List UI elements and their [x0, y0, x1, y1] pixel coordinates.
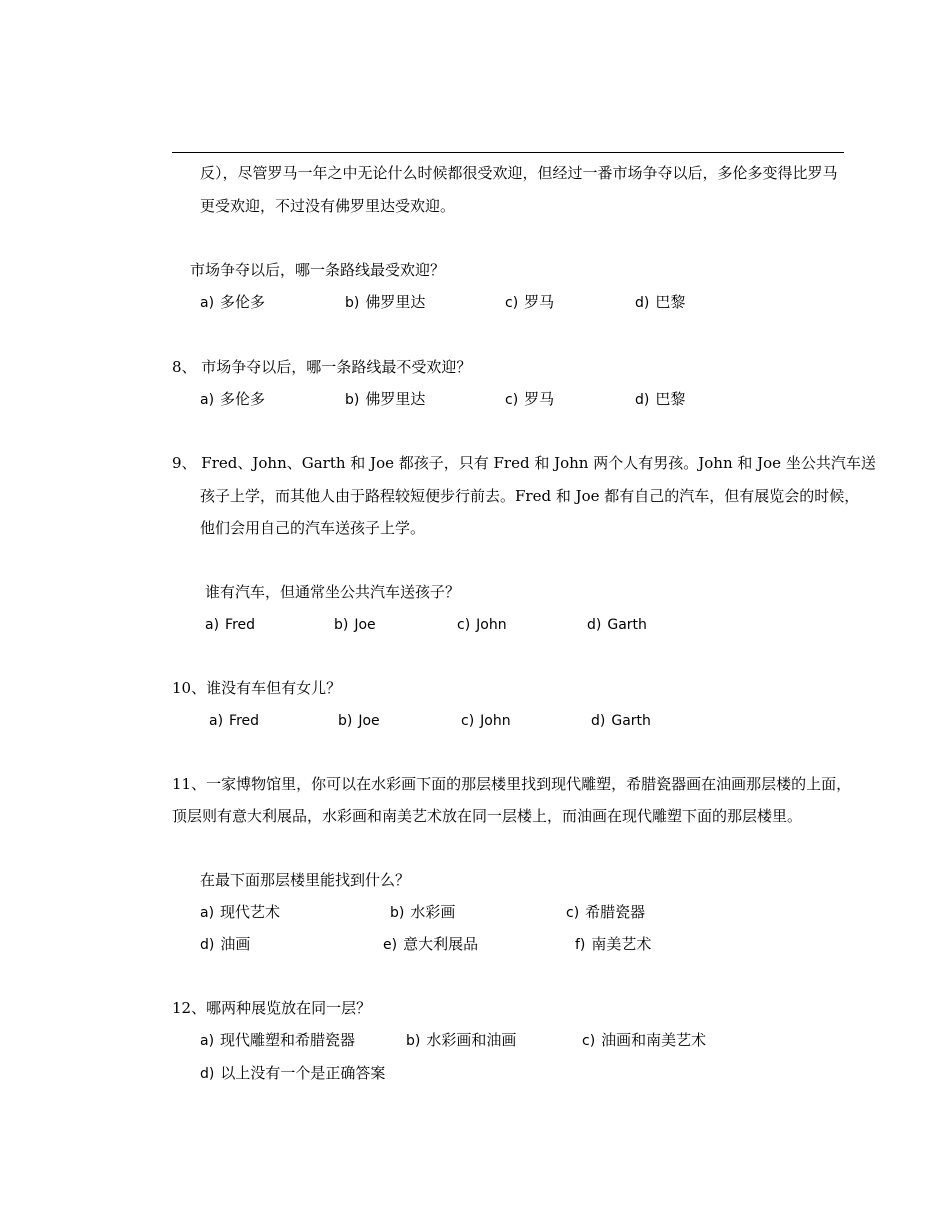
q11-passage-line-2: 顶层则有意大利展品，水彩画和南美艺术放在同一层楼上，而油画在现代雕塑下面的那层楼里。	[172, 807, 803, 825]
option-text: 希腊瓷器	[585, 903, 646, 921]
option-label: a)	[200, 295, 215, 311]
option-text: 佛罗里达	[365, 293, 426, 311]
q8-question: 8、 市场争夺以后，哪一条路线最不受欢迎？	[172, 358, 472, 376]
q10-option-d[interactable]	[591, 710, 651, 731]
option-text: 水彩画	[410, 903, 456, 921]
option-label: c)	[457, 617, 471, 633]
q9-option-d[interactable]	[587, 614, 647, 635]
q7-passage-line-2: 更受欢迎，不过没有佛罗里达受欢迎。	[200, 197, 456, 215]
option-text: 以上没有一个是正确答案	[220, 1064, 386, 1082]
q9-question: 谁有汽车，但通常坐公共汽车送孩子？	[205, 583, 461, 601]
q7-option-d[interactable]	[635, 292, 685, 313]
option-text: 罗马	[524, 390, 555, 408]
q7-option-a[interactable]	[200, 292, 265, 313]
q7-passage-line-1: 反），尽管罗马一年之中无论什么时候都很受欢迎，但经过一番市场争夺以后，多伦多变得比罗马	[200, 164, 838, 182]
option-text: 罗马	[524, 293, 555, 311]
q11-option-f[interactable]	[575, 934, 651, 955]
option-label: d)	[200, 1066, 215, 1082]
q12-option-a[interactable]	[200, 1030, 355, 1051]
option-label: d)	[200, 937, 215, 953]
q9-option-b[interactable]	[334, 614, 376, 635]
option-text: Fred	[225, 617, 256, 633]
q11-option-c[interactable]	[566, 902, 645, 923]
option-label: d)	[591, 713, 606, 729]
q9-option-a[interactable]	[205, 614, 255, 635]
option-text: 油画	[220, 935, 251, 953]
option-label: e)	[383, 937, 398, 953]
q7-option-c[interactable]	[505, 292, 554, 313]
option-label: b)	[390, 905, 405, 921]
option-label: b)	[345, 392, 360, 408]
option-label: b)	[345, 295, 360, 311]
option-label: b)	[334, 617, 349, 633]
option-label: c)	[461, 713, 475, 729]
option-text: Garth	[611, 713, 651, 729]
q10-option-a[interactable]	[209, 710, 259, 731]
q9-option-c[interactable]	[457, 614, 507, 635]
option-text: 佛罗里达	[365, 390, 426, 408]
option-text: Garth	[607, 617, 647, 633]
option-text: 意大利展品	[403, 935, 479, 953]
option-text: Fred	[229, 713, 260, 729]
q10-question: 10、谁没有车但有女儿？	[172, 679, 342, 697]
option-label: a)	[209, 713, 224, 729]
option-label: b)	[338, 713, 353, 729]
q11-passage-line-1: 11、一家博物馆里，你可以在水彩画下面的那层楼里找到现代雕塑，希腊瓷器画在油画那层楼的上面，	[172, 775, 852, 793]
option-text: 多伦多	[220, 293, 266, 311]
option-label: c)	[582, 1033, 596, 1049]
q11-option-e[interactable]	[383, 934, 478, 955]
option-text: 多伦多	[220, 390, 266, 408]
q8-option-a[interactable]	[200, 389, 265, 410]
q10-option-c[interactable]	[461, 710, 511, 731]
option-label: d)	[635, 392, 650, 408]
option-label: c)	[505, 392, 519, 408]
q12-question: 12、哪两种展览放在同一层？	[172, 999, 372, 1017]
option-label: a)	[200, 392, 215, 408]
option-text: John	[476, 617, 507, 633]
option-label: a)	[200, 905, 215, 921]
q10-option-b[interactable]	[338, 710, 380, 731]
q12-option-d[interactable]	[200, 1063, 385, 1084]
option-text: 巴黎	[655, 390, 686, 408]
option-label: c)	[566, 905, 580, 921]
header-rule	[172, 152, 844, 153]
option-text: 油画和南美艺术	[601, 1031, 707, 1049]
q8-option-b[interactable]	[345, 389, 425, 410]
option-text: Joe	[358, 713, 380, 729]
option-text: 南美艺术	[591, 935, 652, 953]
q12-option-b[interactable]	[406, 1030, 516, 1051]
option-label: d)	[635, 295, 650, 311]
option-text: Joe	[354, 617, 376, 633]
option-label: a)	[205, 617, 220, 633]
option-label: b)	[406, 1033, 421, 1049]
option-text: John	[480, 713, 511, 729]
option-text: 巴黎	[655, 293, 686, 311]
q7-option-b[interactable]	[345, 292, 425, 313]
q11-option-a[interactable]	[200, 902, 280, 923]
option-text: 现代雕塑和希腊瓷器	[220, 1031, 356, 1049]
q12-option-c[interactable]	[582, 1030, 706, 1051]
option-label: f)	[575, 937, 586, 953]
q8-option-c[interactable]	[505, 389, 554, 410]
q11-question: 在最下面那层楼里能找到什么？	[200, 871, 411, 889]
q9-passage-line-3: 他们会用自己的汽车送孩子上学。	[200, 519, 426, 537]
q11-option-d[interactable]	[200, 934, 250, 955]
option-label: d)	[587, 617, 602, 633]
option-text: 现代艺术	[220, 903, 281, 921]
q8-option-d[interactable]	[635, 389, 685, 410]
option-text: 水彩画和油画	[426, 1031, 517, 1049]
option-label: c)	[505, 295, 519, 311]
option-label: a)	[200, 1033, 215, 1049]
q9-passage-line-1: 9、 Fred、John、Garth 和 Joe 都孩子，只有 Fred 和 John 两个人有男孩。John 和 Joe 坐公共汽车送	[172, 454, 876, 472]
q7-question: 市场争夺以后，哪一条路线最受欢迎？	[190, 261, 446, 279]
q11-option-b[interactable]	[390, 902, 455, 923]
q9-passage-line-2: 孩子上学，而其他人由于路程较短便步行前去。Fred 和 Joe 都有自己的汽车，但有展览会的时候，	[200, 487, 860, 505]
